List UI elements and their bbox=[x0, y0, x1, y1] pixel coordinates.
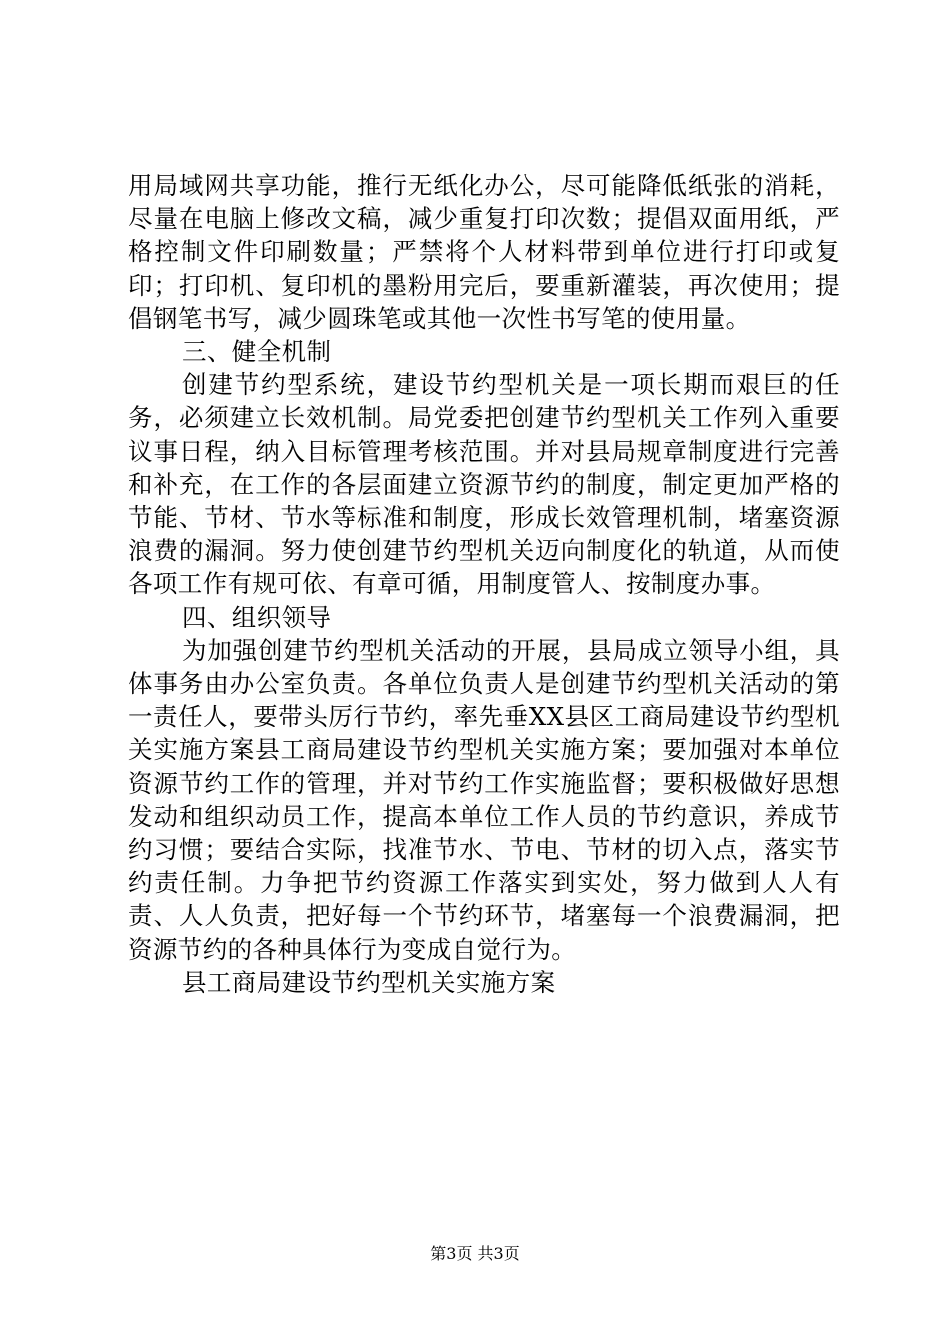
page-footer bbox=[0, 1244, 950, 1264]
section-heading-mechanism: 三、健全机制 bbox=[182, 337, 332, 367]
page-number-label: 第3页 共3页 bbox=[430, 1244, 520, 1263]
document-body bbox=[128, 169, 840, 999]
section-heading-leadership: 四、组织领导 bbox=[182, 602, 332, 632]
paragraph-long-term-mechanism: 创建节约型系统，建设节约型机关是一项长期而艰巨的任务，必须建立长效机制。局党委把创建节约型机关工作列入重要议事日程，纳入目标管理考核范围。并对县局规章制度进行完善和补充，在工作的各层面建立资源节约的制度，制定更加严格的节能、节材、节水等标准和制度，形成长效管理机制，堵塞资源浪费的漏洞。努力使创建节约型机关迈向制度化的轨道，从而使各项工作有规可依、有章可循，用制度管人、按制度办事。 bbox=[128, 370, 840, 599]
paragraph-leadership-group: 为加强创建节约型机关活动的开展，县局成立领导小组，具体事务由办公室负责。各单位负责人是创建节约型机关活动的第一责任人，要带头厉行节约，率先垂XX县区工商局建设节约型机关实施方案县工商局建设节约型机关实施方案；要加强对本单位资源节约工作的管理，并对节约工作实施监督；要积极做好思想发动和组织动员工作，提高本单位工作人员的节约意识，养成节约习惯；要结合实际，找准节水、节电、节材的切入点，落实节约责任制。力争把节约资源工作落实到实处，努力做到人人有责、人人负责，把好每一个节约环节，堵塞每一个浪费漏洞，把资源节约的各种具体行为变成自觉行为。 bbox=[128, 635, 840, 964]
paragraph-closing-title: 县工商局建设节约型机关实施方案 bbox=[182, 967, 556, 997]
paragraph-paperless-office: 用局域网共享功能，推行无纸化办公，尽可能降低纸张的消耗，尽量在电脑上修改文稿，减少重复打印次数；提倡双面用纸，严格控制文件印刷数量；严禁将个人材料带到单位进行打印或复印；打印机、复印机的墨粉用完后，要重新灌装，再次使用；提倡钢笔书写，减少圆珠笔或其他一次性书写笔的使用量。 bbox=[128, 171, 840, 333]
